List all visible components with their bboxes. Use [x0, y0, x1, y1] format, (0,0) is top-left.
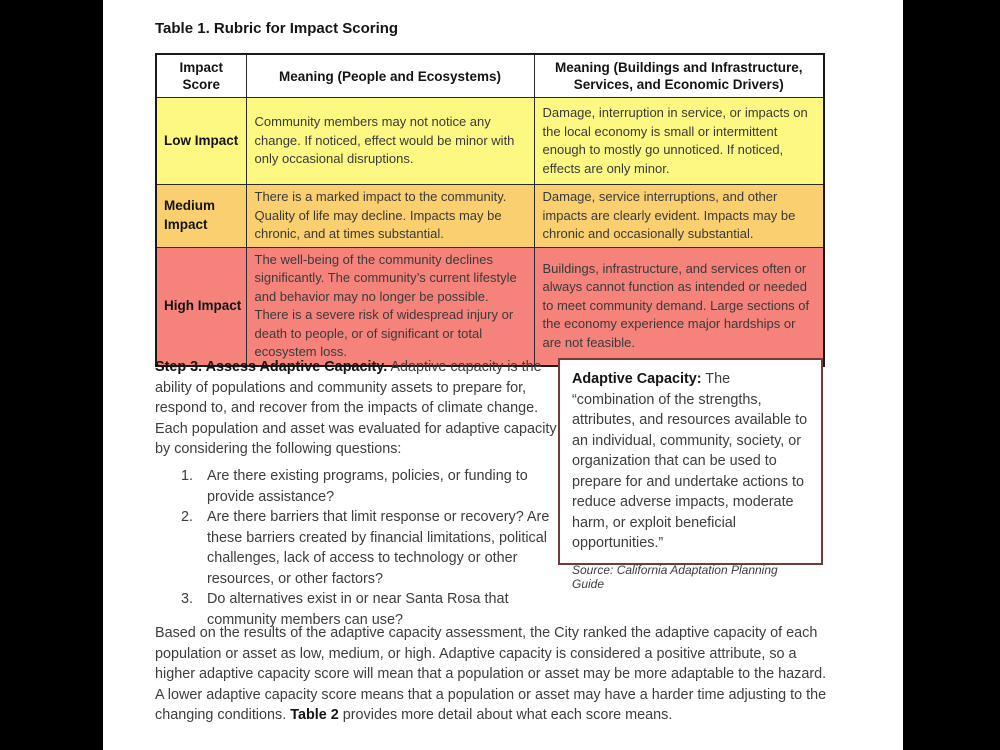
score-high: High Impact [156, 247, 246, 366]
closing-paragraph [155, 623, 831, 726]
callout-source: Source: California Adaptation Planning Guide [572, 562, 778, 591]
high-buildings-meaning: Buildings, infrastructure, and services often or always cannot function as intended or needed to meet community demand. Large sections of the economy experience major hardships or are not feasible. [534, 247, 824, 366]
table-header-row [156, 54, 824, 98]
question-item-2 [181, 507, 566, 589]
table-row-high [156, 247, 824, 366]
low-buildings-meaning: Damage, interruption in service, or impacts on the local economy is small or intermittent enough to mostly go unnoticed. If noticed, effects are only minor. [534, 98, 824, 185]
adaptive-capacity-questions [181, 466, 566, 630]
header-meaning-people: Meaning (People and Ecosystems) [246, 54, 534, 98]
question-text: Are there barriers that limit response or recovery? Are these barriers created by financial limitations, political challenges, lack of access to technology or other resources, or other factors? [207, 509, 550, 587]
page-title: Table 1. Rubric for Impact Scoring [155, 20, 399, 37]
question-text: Do alternatives exist in or near Santa Rosa that community members can use? [207, 591, 509, 628]
question-number: 1. [181, 468, 194, 484]
closing-text-after: provides more detail about what each score means. [338, 707, 673, 723]
question-number: 3. [181, 591, 194, 607]
score-low: Low Impact [156, 98, 246, 185]
high-people-meaning: The well-being of the community declines significantly. The community’s current lifestyle and behavior may no longer be possible. There is a severe risk of widespread injury or death to people, or of significant or total ecosystem loss. [246, 247, 534, 366]
score-medium: Medium Impact [156, 185, 246, 248]
header-meaning-buildings: Meaning (Buildings and Infrastructure, Services, and Economic Drivers) [534, 54, 824, 98]
closing-text-before: Based on the results of the adaptive capacity assessment, the City ranked the adaptive capacity of each population or asset as low, medium, or high. Adaptive capacity is considered a positive attribute, so a higher adaptive capacity score will mean that a population or asset may be more adaptable to the hazard. A lower adaptive capacity score means that a population or asset may have a harder time adjusting to the changing conditions. [155, 625, 827, 723]
callout-definition: The “combination of the strengths, attributes, and resources available to an individual, community, society, or organization that can be used to prepare for and undertake actions to reduce adverse impacts, moderate harm, or exploit beneficial opportunities.” [572, 371, 808, 551]
step3-heading: Step 3. Assess Adaptive Capacity. [155, 359, 388, 375]
table2-reference: Table 2 [290, 707, 339, 723]
callout-term: Adaptive Capacity: [572, 371, 702, 387]
question-number: 2. [181, 509, 194, 525]
table-row-medium [156, 185, 824, 248]
document-page [103, 0, 903, 750]
medium-buildings-meaning: Damage, service interruptions, and other impacts are clearly evident. Impacts may be chronic and occasionally substantial. [534, 185, 824, 248]
question-item-1 [181, 466, 566, 507]
callout-definition-paragraph [572, 369, 809, 554]
header-impact-score: Impact Score [156, 54, 246, 98]
impact-rubric-table [155, 53, 825, 367]
medium-people-meaning: There is a marked impact to the community. Quality of life may decline. Impacts may be chronic, and at times substantial. [246, 185, 534, 248]
step3-intro: Adaptive capacity is the ability of populations and community assets to prepare for, respond to, and recover from the impacts of climate change. Each population and asset was evaluated for adaptive capacity by considering the following questions: [155, 359, 557, 457]
low-people-meaning: Community members may not notice any change. If noticed, effect would be minor with only occasional disruptions. [246, 98, 534, 185]
step3-paragraph [155, 357, 565, 460]
table-row-low [156, 98, 824, 185]
question-text: Are there existing programs, policies, or funding to provide assistance? [207, 468, 528, 505]
adaptive-capacity-callout-box [558, 358, 823, 591]
